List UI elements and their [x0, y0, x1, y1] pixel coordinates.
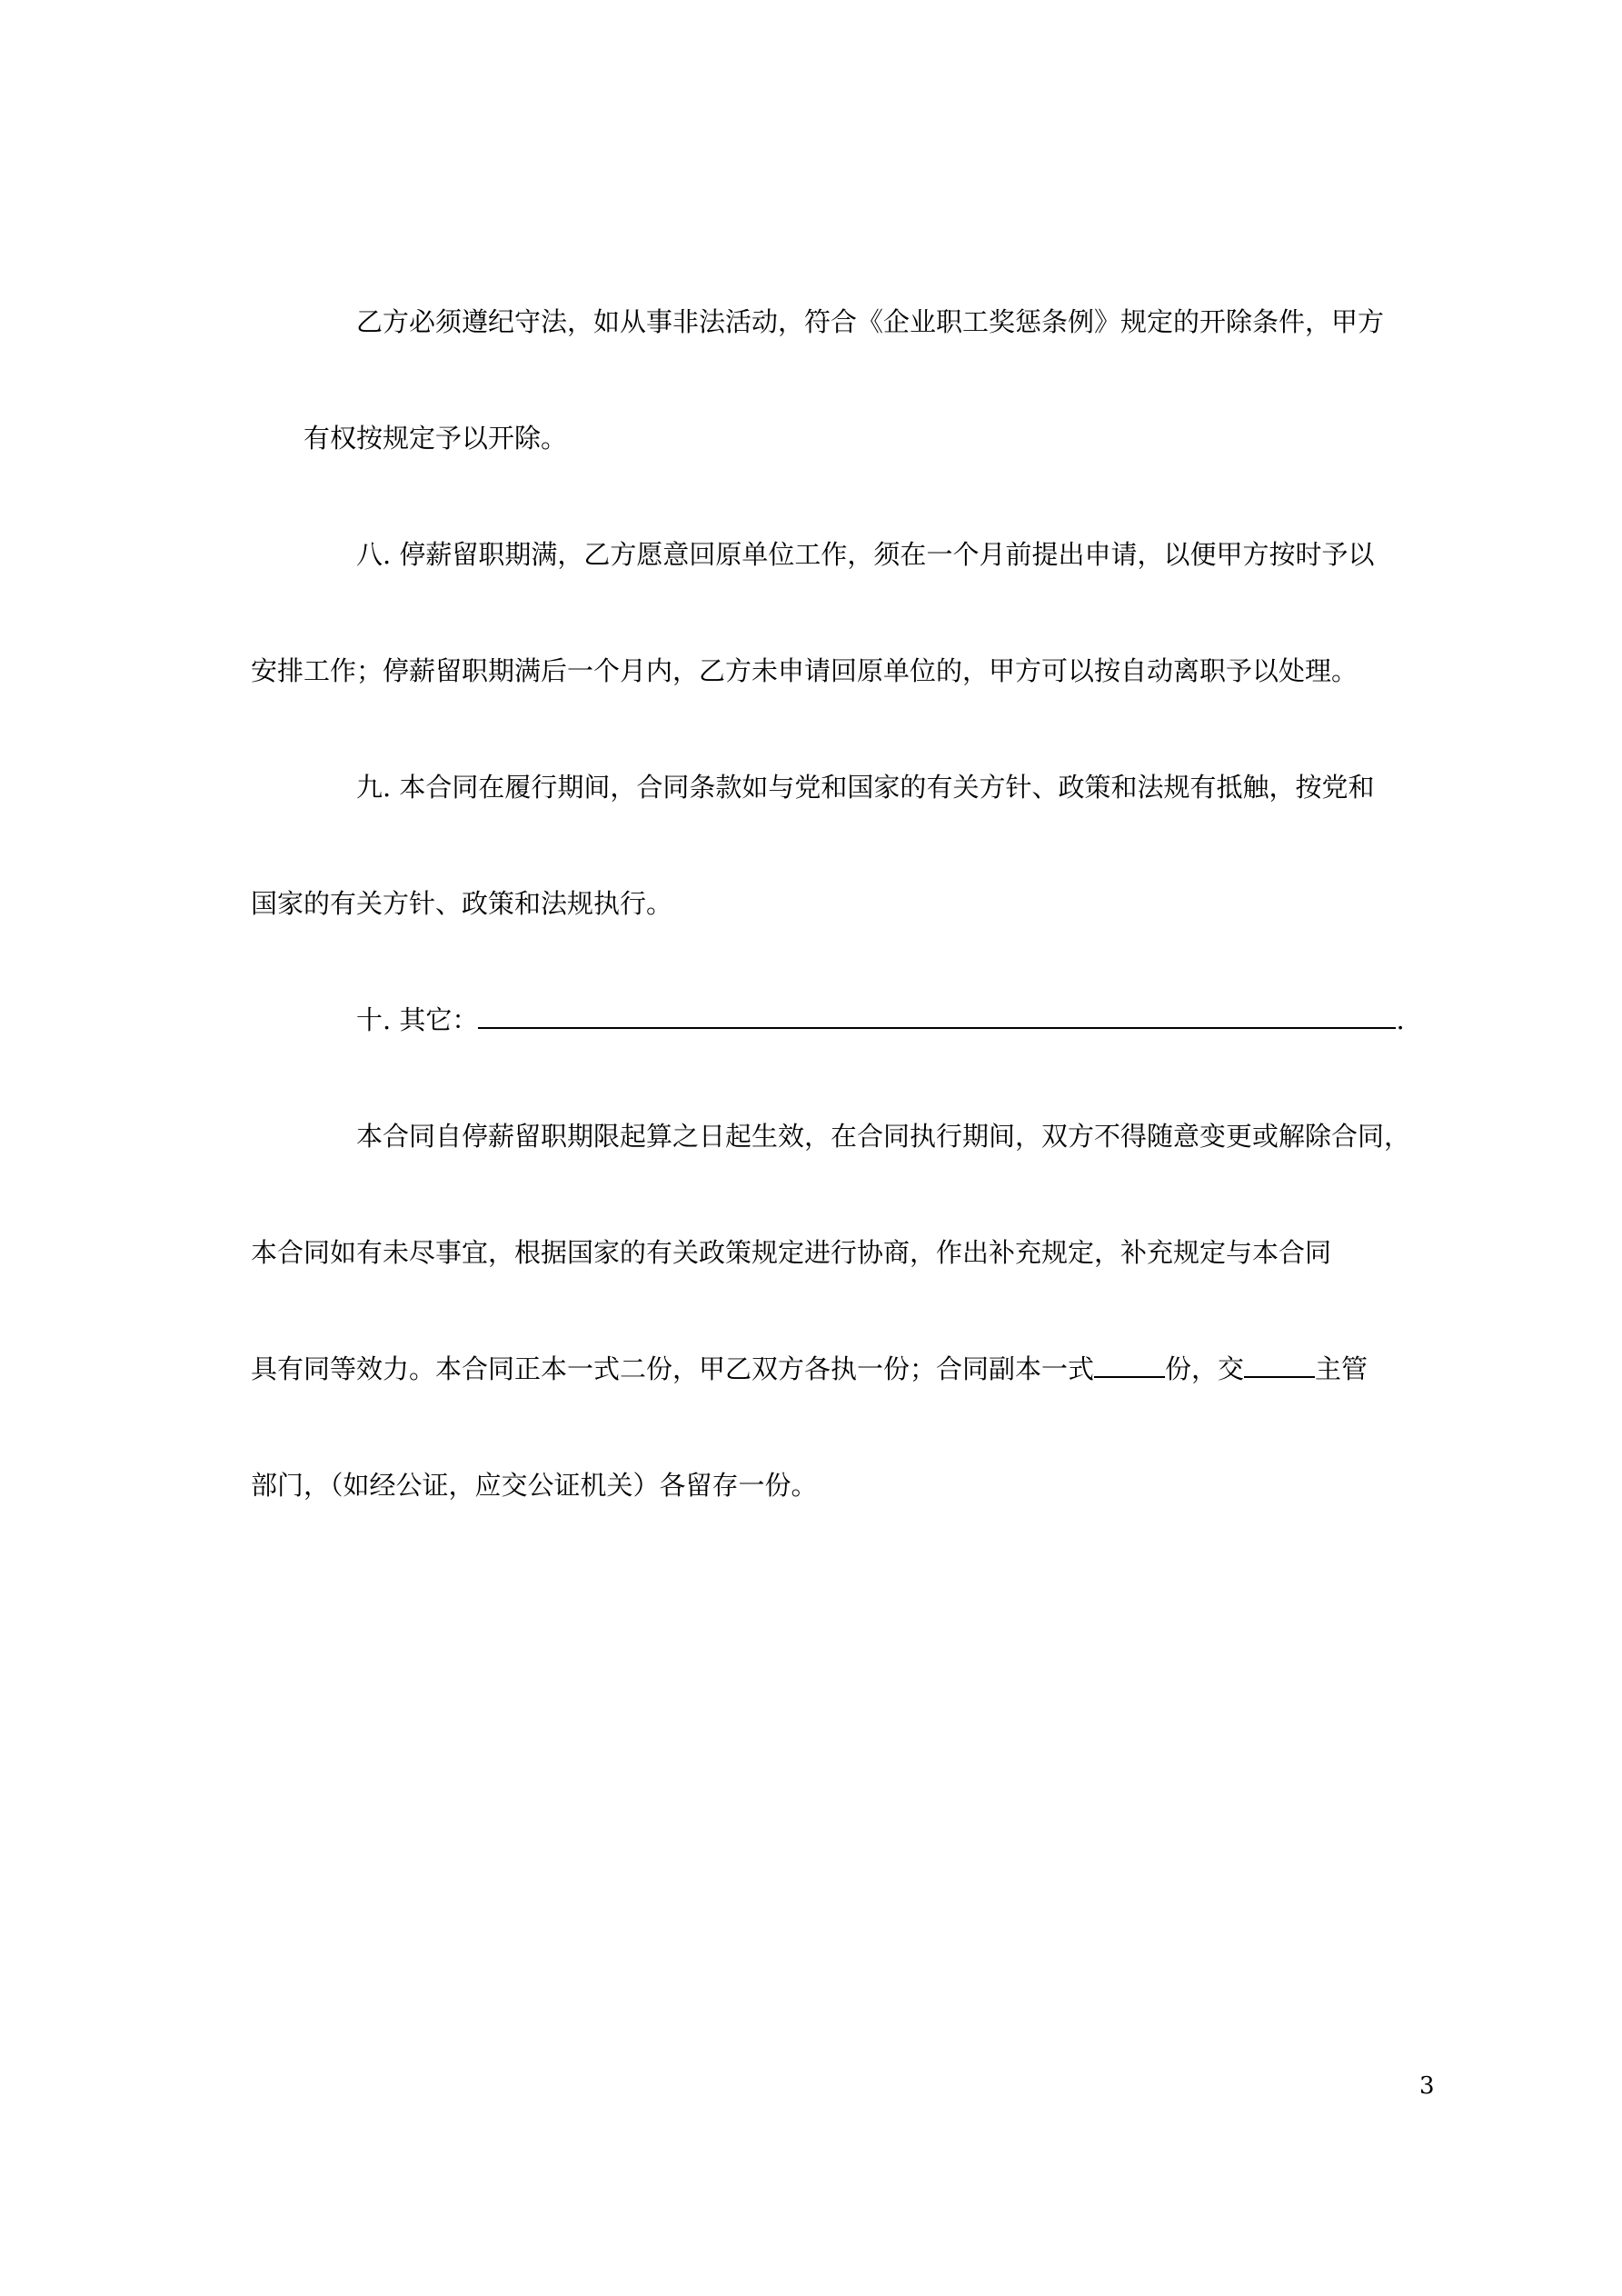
other-terms-blank [478, 1003, 1396, 1029]
clause-8 [251, 496, 1476, 729]
paragraph-line: 有权按规定予以开除。 [304, 423, 568, 454]
copies-text: 具有同等效力。本合同正本一式二份，甲乙双方各执一份；合同副本一式 [251, 1353, 1095, 1384]
paragraph-line: 部门，（如经公证，应交公证机关）各留存一份。 [251, 1470, 818, 1501]
paragraph-line: 乙方必须遵纪守法，如从事非法活动，符合《企业职工奖惩条例》规定的开除条件，甲方 [356, 306, 1385, 337]
paragraph-line: 八. 停薪留职期满，乙方愿意回原单位工作，须在一个月前提出申请，以便甲方按时予以 [356, 539, 1375, 570]
paragraph-line: 九. 本合同在履行期间，合同条款如与党和国家的有关方针、政策和法规有抵触，按党和 [356, 772, 1375, 803]
clause-9 [251, 729, 1476, 962]
copies-text-2: 份，交 [1165, 1353, 1245, 1384]
contract-body [251, 264, 1476, 1543]
copies-text-3: 主管 [1315, 1353, 1368, 1384]
paragraph-effectiveness [251, 1078, 1476, 1543]
paragraph-line: 本合同如有未尽事宜，根据国家的有关政策规定进行协商，作出补充规定，补充规定与本合同 [251, 1237, 1332, 1268]
clause-10-label: 十. 其它： [356, 1004, 479, 1035]
paragraph-dismissal [304, 264, 1476, 496]
paragraph-line: 安排工作；停薪留职期满后一个月内，乙方未申请回原单位的，甲方可以按自动离职予以处理。 [251, 655, 1358, 686]
paragraph-line: 国家的有关方针、政策和法规执行。 [251, 888, 673, 919]
clause-10 [304, 962, 1476, 1078]
paragraph-line: 本合同自停薪留职期限起算之日起生效，在合同执行期间，双方不得随意变更或解除合同， [356, 1121, 1411, 1152]
authority-blank [1244, 1353, 1315, 1378]
copies-count-blank [1094, 1353, 1165, 1378]
clause-10-end: . [1396, 1004, 1405, 1035]
page-number: 3 [1419, 2072, 1435, 2100]
paragraph-line [251, 1311, 1476, 1427]
